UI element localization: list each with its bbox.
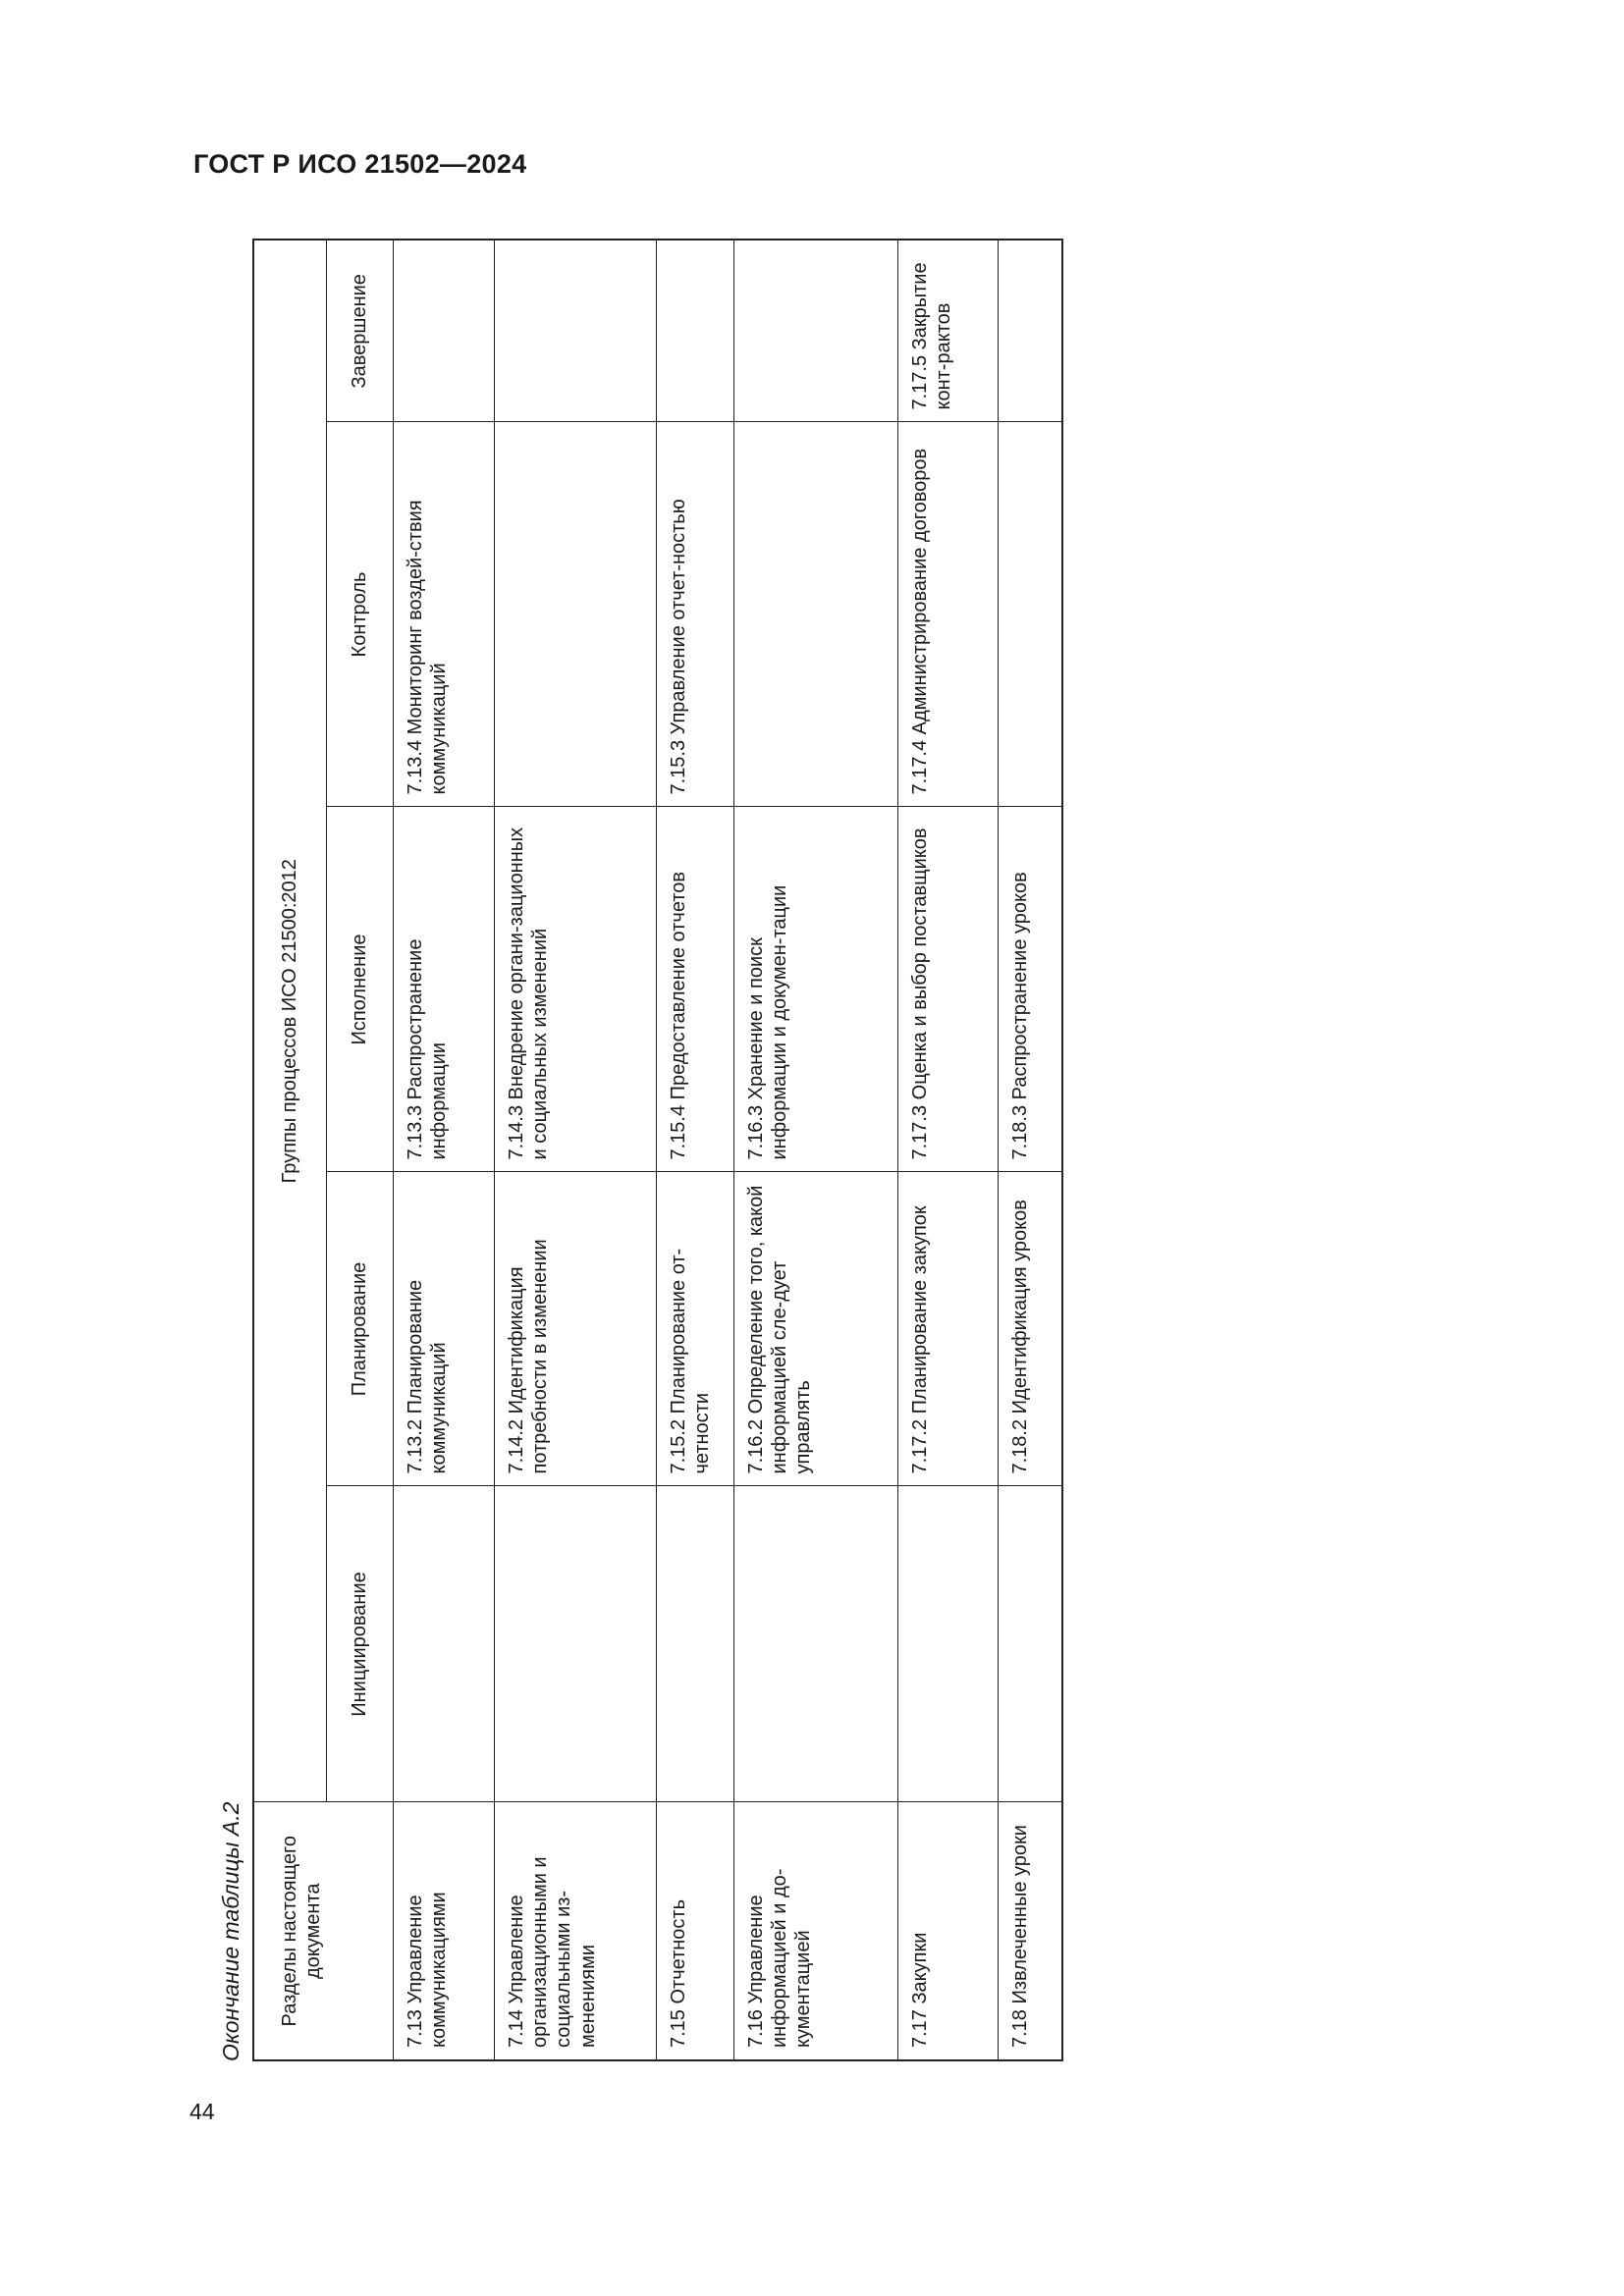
cell-closing [733, 240, 897, 422]
cell-planning: 7.16.2 Определение того, какой информацией сле-дует управлять [733, 1172, 897, 1486]
cell-planning: 7.13.2 Планирование коммуникаций [393, 1172, 494, 1486]
header-planning: Планирование [326, 1172, 393, 1486]
cell-execution: 7.16.3 Хранение и поиск информации и докумен-тации [733, 807, 897, 1172]
table-row [897, 240, 998, 2060]
header-row-groups [253, 240, 326, 2060]
cell-control [733, 422, 897, 807]
cell-control: 7.15.3 Управление отчет-ностью [656, 422, 733, 807]
cell-control: 7.13.4 Мониторинг воздей-ствия коммуникаций [393, 422, 494, 807]
cell-section: 7.13 Управление коммуникациями [393, 1802, 494, 2060]
cell-closing [393, 240, 494, 422]
cell-initiation [733, 1486, 897, 1802]
header-initiation: Инициирование [326, 1486, 393, 1802]
cell-closing: 7.17.5 Закрытие конт-рактов [897, 240, 998, 422]
header-closing: Завершение [326, 240, 393, 422]
cell-initiation [393, 1486, 494, 1802]
table-row [733, 240, 897, 2060]
cell-planning: 7.15.2 Планирование от-четности [656, 1172, 733, 1486]
cell-control [998, 422, 1062, 807]
header-execution: Исполнение [326, 807, 393, 1172]
cell-execution: 7.18.3 Распространение уроков [998, 807, 1062, 1172]
table-caption: Окончание таблицы А.2 [218, 1801, 244, 2061]
header-control: Контроль [326, 422, 393, 807]
cell-closing [998, 240, 1062, 422]
cell-planning: 7.18.2 Идентификация уроков [998, 1172, 1062, 1486]
cell-section: 7.15 Отчетность [656, 1802, 733, 2060]
cell-execution: 7.14.3 Внедрение органи-зационных и социальных изменений [494, 807, 656, 1172]
cell-execution: 7.13.3 Распространение информации [393, 807, 494, 1172]
cell-initiation [998, 1486, 1062, 1802]
cell-initiation [897, 1486, 998, 1802]
cell-section: 7.14 Управление организационными и социальными из-менениями [494, 1802, 656, 2060]
rotated-table-container [252, 240, 1061, 2061]
header-process-groups: Группы процессов ИСО 21500:2012 [253, 240, 326, 1802]
cell-closing [656, 240, 733, 422]
table-row [494, 240, 656, 2060]
page-number: 44 [189, 2099, 215, 2124]
cell-execution: 7.15.4 Предоставление отчетов [656, 807, 733, 1172]
cell-closing [494, 240, 656, 422]
cell-control [494, 422, 656, 807]
cell-initiation [656, 1486, 733, 1802]
header-sections: Разделы настоящего документа [253, 1802, 393, 2060]
cell-planning: 7.14.2 Идентификация потребности в изменении [494, 1172, 656, 1486]
cell-initiation [494, 1486, 656, 1802]
cell-planning: 7.17.2 Планирование закупок [897, 1172, 998, 1486]
header-row-subgroups [326, 240, 393, 2060]
process-mapping-table [252, 239, 1063, 2061]
cell-control: 7.17.4 Администрирование договоров [897, 422, 998, 807]
table-row [393, 240, 494, 2060]
standard-title: ГОСТ Р ИСО 21502—2024 [193, 149, 527, 179]
cell-section: 7.18 Извлеченные уроки [998, 1802, 1062, 2060]
table-row [998, 240, 1062, 2060]
cell-execution: 7.17.3 Оценка и выбор поставщиков [897, 807, 998, 1172]
table-row [656, 240, 733, 2060]
cell-section: 7.16 Управление информацией и до-кументацией [733, 1802, 897, 2060]
cell-section: 7.17 Закупки [897, 1802, 998, 2060]
